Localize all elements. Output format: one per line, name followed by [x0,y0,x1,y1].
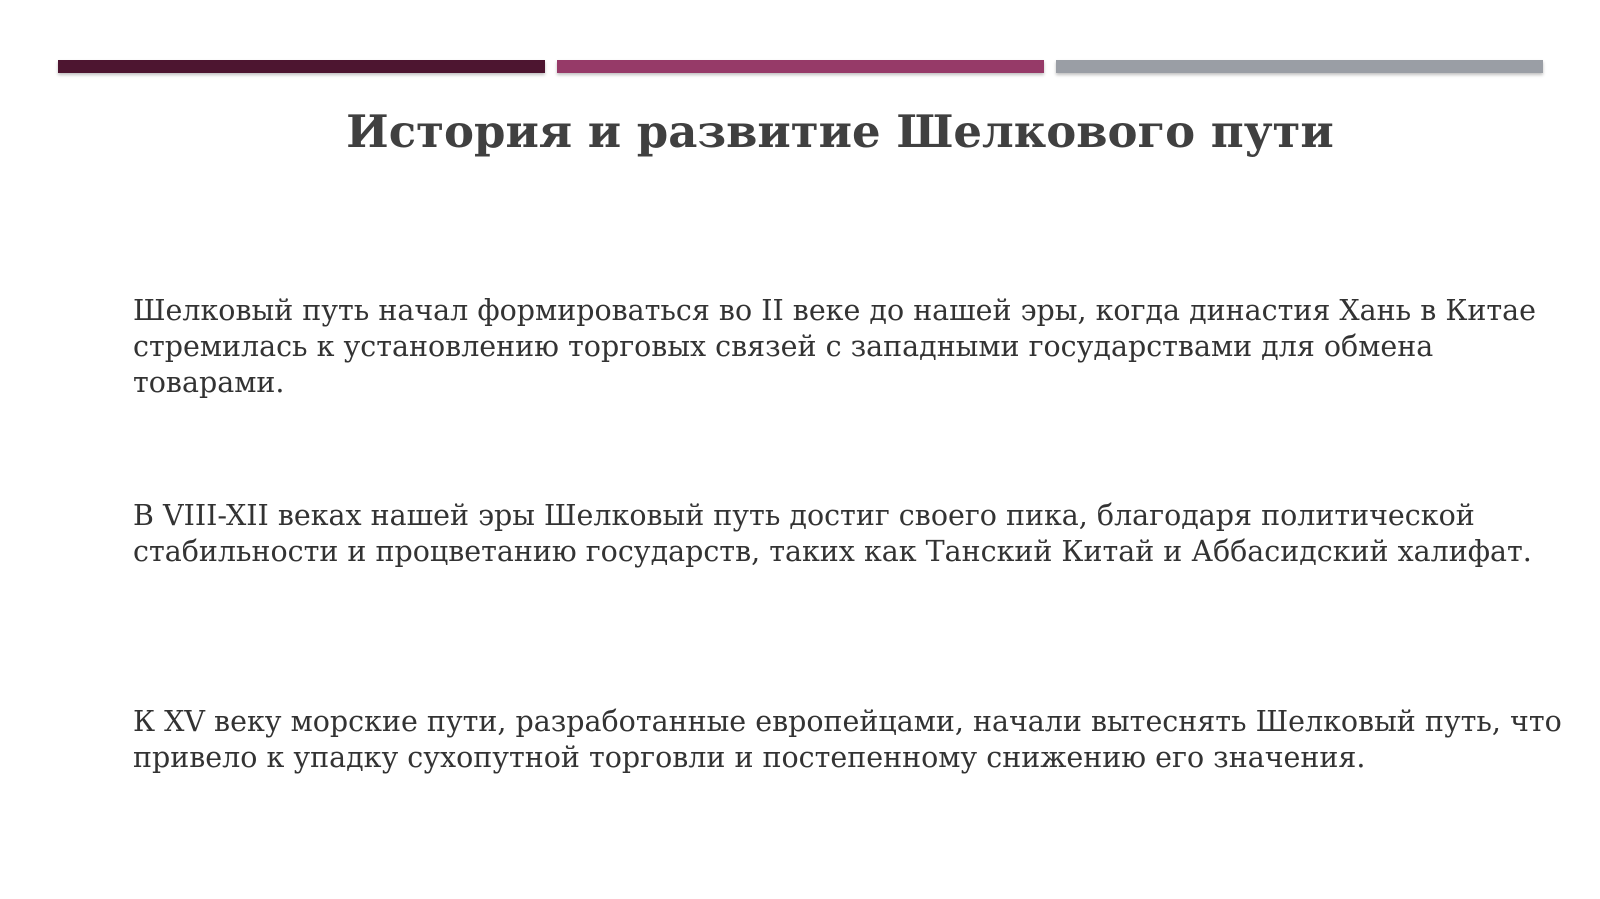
accent-bar-dark [58,60,545,73]
paragraph-origins: Шелковый путь начал формироваться во II веке до нашей эры, когда династия Хань в Китае стремилась к установлению торговых связей с западными государствами для обмена товарами. [133,294,1537,399]
paragraph-decline: К XV веку морские пути, разработанные европейцами, начали вытеснять Шелковый путь, что привело к упадку сухопутной торговли и постепенному снижению его значения. [133,705,1562,774]
slide-title: История и развитие Шелкового пути [346,105,1334,158]
accent-bar-gray [1056,60,1543,73]
paragraph-peak: В VIII-XII веках нашей эры Шелковый путь достиг своего пика, благодаря политической стабильности и процветанию государств, таких как Танский Китай и Аббасидский халифат. [133,499,1532,568]
accent-bar-magenta [557,60,1044,73]
